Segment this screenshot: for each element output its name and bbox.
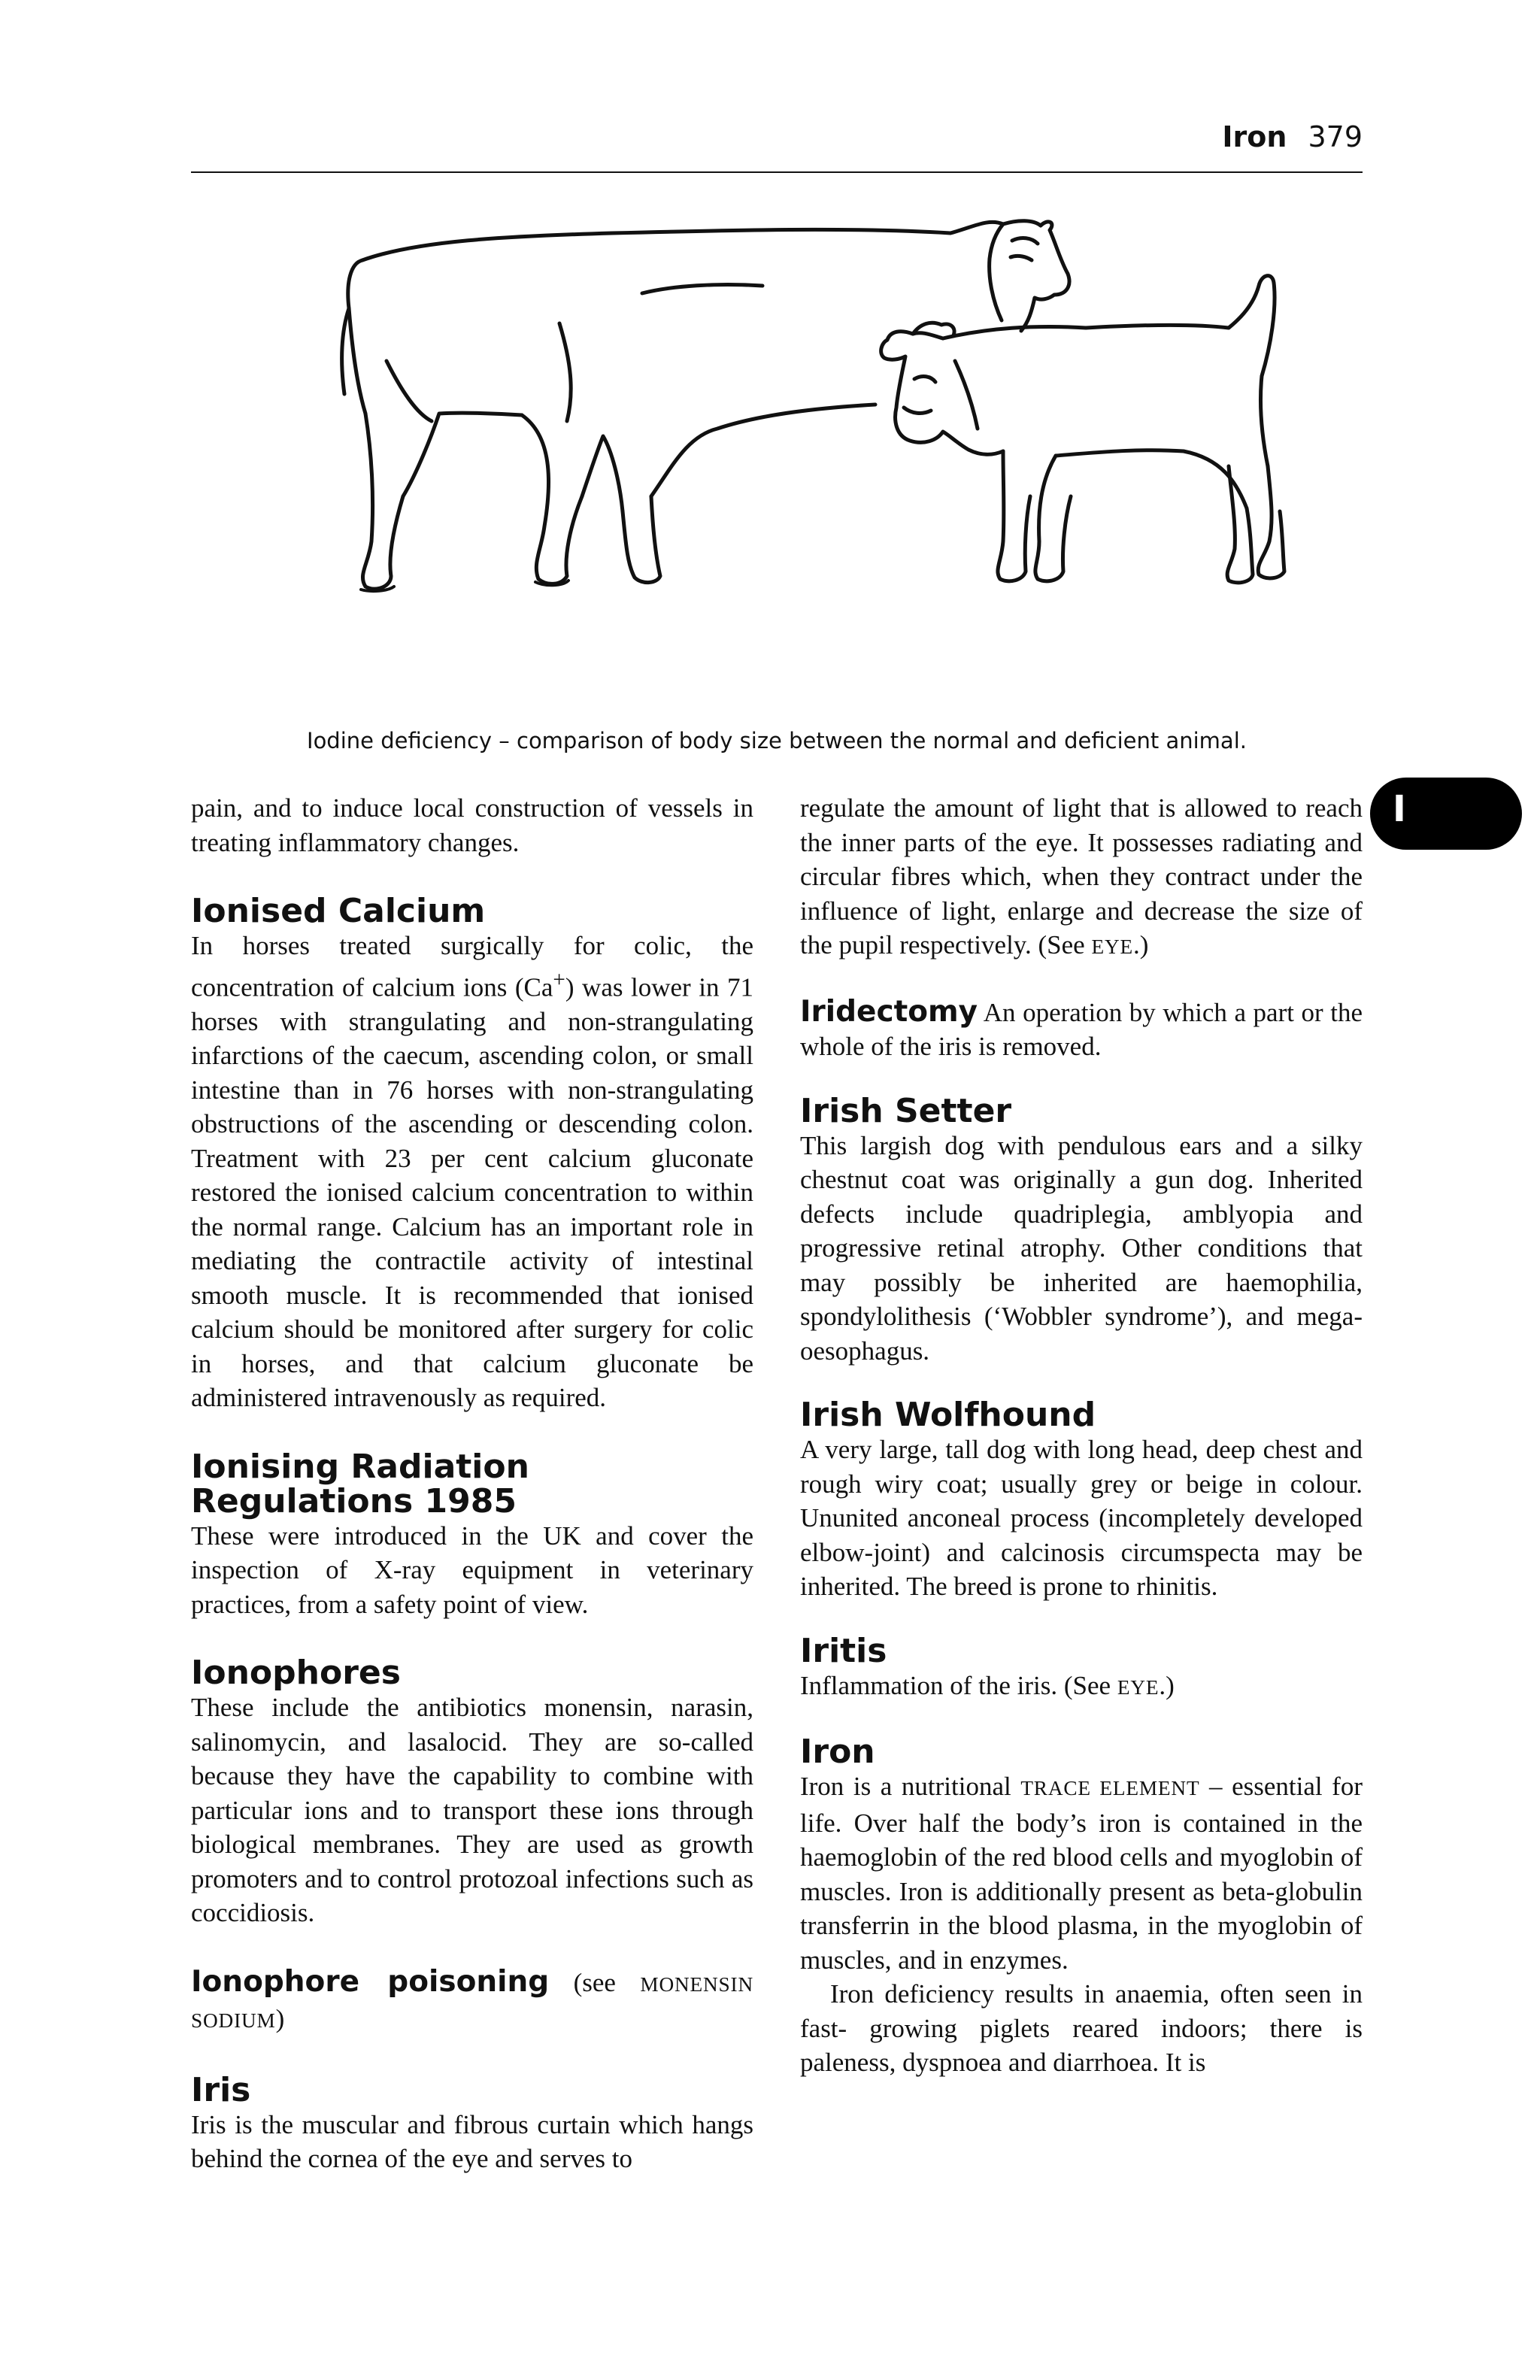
see-label: (See — [1038, 930, 1085, 960]
thumb-index-letter: I — [1393, 788, 1406, 830]
irish-wolfhound-body: A very large, tall dog with long head, deep chest and rough wiry coat; usually grey or beige in colour. Ununited anconeal process (incompletely developed elbow-joint) and calcinosis circumspecta may be inherited. The breed is prone to rhinitis. — [800, 1435, 1363, 1601]
iron-deficiency-paragraph: Iron deficiency results in anaemia, often seen in fast- growing piglets reared indoors; there is paleness, dyspnoea and diarrhoea. It is — [800, 1979, 1363, 2077]
cross-reference: MONENSIN SODIUM — [191, 1972, 753, 2033]
iron-body — [800, 1769, 1363, 1977]
heading-iron: Iron — [800, 1733, 875, 1771]
iritis-body — [800, 1669, 1363, 1705]
cattle-illustration — [191, 211, 1363, 722]
ionising-radiation-body: These were introduced in the UK and cover the inspection of X-ray equipment in veterinary practices, from a safety point of view. — [191, 1520, 753, 1619]
heading-iris: Iris — [191, 2070, 251, 2109]
heading-ionophores: Ionophores — [191, 1654, 401, 1693]
heading-irish-wolfhound: Irish Wolfhound — [800, 1396, 1096, 1434]
running-head — [191, 120, 1363, 173]
heading-ionised-calcium: Ionised Calcium — [191, 892, 486, 930]
spacer — [191, 860, 753, 894]
ionised-calcium-text-b: ) was lower in 71 horses with strangulating and non-strangulating infarctions of the caecum, ascending colon, or small intestine than in 76 horses with non-strangulating obstructions of the ascending or descending colon. Treatment with 23 per cent calcium gluconate restored the ionised calcium concentration to within the normal range. Calcium has an important role in mediating the contractile activity of intestinal smooth muscle. It is recommended that ionised calcium should be monitored after surgery for colic in horses, and that calcium gluconate be administered intravenously as required. — [191, 972, 753, 1413]
iridectomy-body: An operation by which a part or the whole of the iris is removed. — [800, 997, 1363, 1061]
see-close: .) — [1159, 1670, 1175, 1700]
page-number: 379 — [1308, 120, 1363, 153]
irish-setter-body: This largish dog with pendulous ears and a silky chestnut coat was originally a gun dog. Inherited defects include quadriplegia, amblyopia and progressive retinal atrophy. Other conditions that may possibly be inherited are haemophilia, spondylolithesis (‘Wobbler syndrome’), and mega-oesophagus. — [800, 1130, 1363, 1366]
iritis-text: Inflammation of the iris. — [800, 1670, 1058, 1700]
see-close: .) — [1133, 930, 1149, 960]
ionophores-body: These include the antibiotics monensin, narasin, salinomycin, and lasalocid. They are so-called because they have the capability to combine with particular ions and to transport these ions through biological membranes. They are used as growth promoters and to control protozoal infections such as coccidiosis. — [191, 1693, 753, 1928]
heading-iritis: Iritis — [800, 1631, 887, 1670]
ionophore-poisoning-entry — [191, 1965, 753, 2039]
ionised-calcium-text-a: In horses treated surgically for colic, the concentration of calcium ions (Ca — [191, 931, 753, 1002]
spacer — [191, 1930, 753, 1965]
see-label: (see — [573, 1967, 616, 1997]
iris-body: Iris is the muscular and fibrous curtain which hangs behind the cornea of the eye and serves to — [191, 2109, 753, 2174]
heading-iridectomy: Iridectomy — [800, 994, 978, 1029]
see-label: (See — [1063, 1670, 1111, 1700]
cross-reference: EYE — [1117, 1675, 1160, 1699]
spacer — [800, 1705, 1363, 1735]
ionised-calcium-body — [191, 929, 753, 1415]
deficient-calf-drawing — [881, 276, 1284, 583]
see-close: ) — [275, 2004, 285, 2034]
iron-text-a: Iron is a nutritional — [800, 1772, 1011, 1801]
spacer — [800, 1604, 1363, 1634]
ion-charge-superscript: + — [553, 967, 565, 992]
heading-ionising-radiation: Ionising Radiation Regulations 1985 — [191, 1447, 529, 1520]
iron-text-b: – essential for life. Over half the body’s iron is contained in the haemoglobin of the red blood cells and myoglobin of muscles. Iron is additionally present as beta-globulin transferrin in the blood plasma, in the myoglobin of muscles, and in enzymes. — [800, 1772, 1363, 1975]
spacer — [800, 965, 1363, 995]
iridectomy-entry — [800, 995, 1363, 1064]
spacer — [800, 1368, 1363, 1398]
heading-irish-setter: Irish Setter — [800, 1091, 1012, 1130]
heading-ionophore-poisoning: Ionophore poisoning — [191, 1964, 550, 1999]
spacer — [191, 2039, 753, 2073]
cross-reference: EYE — [1091, 935, 1134, 958]
iris-continued-body — [800, 791, 1363, 965]
header-rule — [191, 171, 1363, 173]
left-column — [191, 791, 753, 2176]
normal-calf-drawing — [342, 221, 1069, 589]
thumb-index-tab — [1370, 778, 1522, 850]
spacer — [800, 1064, 1363, 1094]
right-column — [800, 791, 1363, 2080]
spacer — [191, 1621, 753, 1656]
continued-paragraph: pain, and to induce local construction of vessels in treating inflammatory changes. — [191, 793, 753, 857]
spacer — [191, 1415, 753, 1450]
iris-continued-text: regulate the amount of light that is allowed to reach the inner parts of the eye. It possesses radiating and circular fibres which, when they contract under the influence of light, enlarge and decrease the size of the pupil respectively. — [800, 793, 1363, 960]
cross-reference: TRACE ELEMENT — [1020, 1777, 1200, 1799]
figure-caption: Iodine deficiency – comparison of body size between the normal and deficient animal. — [307, 728, 1247, 753]
running-head-word: Iron — [1222, 120, 1287, 153]
